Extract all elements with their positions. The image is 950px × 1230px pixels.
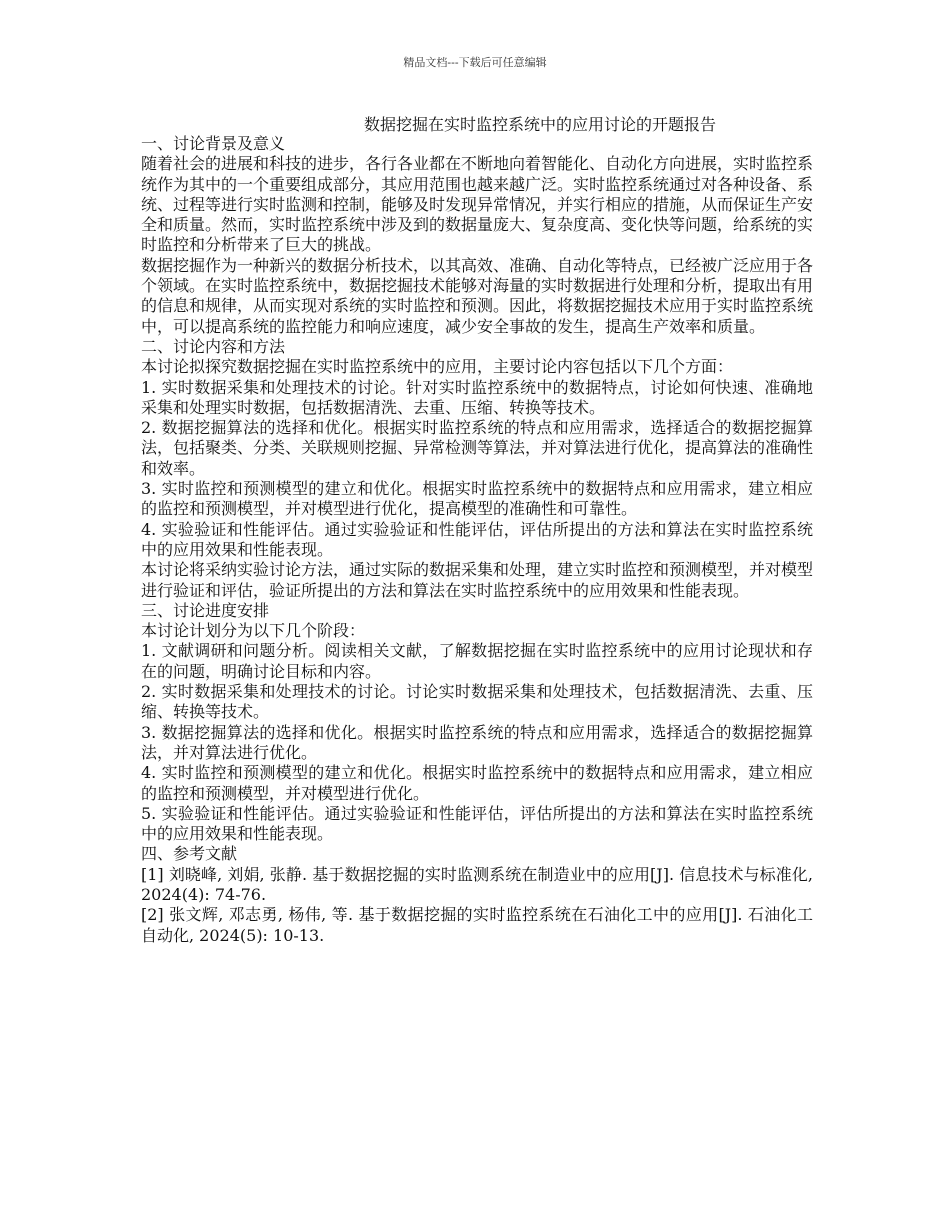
list-item: 4. 实时监控和预测模型的建立和优化。根据实时监控系统中的数据特点和应用需求，建立相应的监控和预测模型，并对模型进行优化。 (141, 763, 813, 803)
list-item: 1. 文献调研和问题分析。阅读相关文献，了解数据挖掘在实时监控系统中的应用讨论现状和存在的问题，明确讨论目标和内容。 (141, 641, 813, 681)
paragraph: 随着社会的进展和科技的进步，各行各业都在不断地向着智能化、自动化方向进展，实时监控系统作为其中的一个重要组成部分，其应用范围也越来越广泛。实时监控系统通过对各种设备、系统、过程等进行实时监测和控制，能够及时发现异常情况，并实行相应的措施，从而保证生产安全和质量。然而，实时监控系统中涉及到的数据量庞大、复杂度高、变化快等问题，给系统的实时监控和分析带来了巨大的挑战。 (141, 154, 814, 255)
list-item: 3. 数据挖掘算法的选择和优化。根据实时监控系统的特点和应用需求，选择适合的数据挖掘算法，并对算法进行优化。 (141, 722, 813, 762)
document-body (141, 134, 813, 946)
list-item: 2. 实时数据采集和处理技术的讨论。讨论实时数据采集和处理技术，包括数据清洗、去重、压缩、转换等技术。 (141, 682, 813, 722)
header-note: 精品文档---下载后可任意编辑 (403, 56, 547, 69)
list-item: 3. 实时监控和预测模型的建立和优化。根据实时监控系统中的数据特点和应用需求，建立相应的监控和预测模型，并对模型进行优化，提高模型的准确性和可靠性。 (141, 479, 813, 519)
paragraph: 本讨论拟探究数据挖掘在实时监控系统中的应用，主要讨论内容包括以下几个方面： (141, 357, 734, 377)
document-title: 数据挖掘在实时监控系统中的应用讨论的开题报告 (364, 115, 717, 134)
list-item: 5. 实验验证和性能评估。通过实验验证和性能评估，评估所提出的方法和算法在实时监控系统中的应用效果和性能表现。 (141, 803, 813, 844)
section-heading-schedule: 三、讨论进度安排 (141, 600, 270, 620)
section-heading-references: 四、参考文献 (141, 844, 238, 864)
list-item: 1. 实时数据采集和处理技术的讨论。针对实时监控系统中的数据特点，讨论如何快速、准确地采集和处理实时数据，包括数据清洗、去重、压缩、转换等技术。 (141, 377, 813, 417)
reference-item: [1] 刘晓峰, 刘娟, 张静. 基于数据挖掘的实时监测系统在制造业中的应用[J]. 信息技术与标准化, 2024(4): 74-76. (141, 864, 813, 904)
list-item: 2. 数据挖掘算法的选择和优化。根据实时监控系统的特点和应用需求，选择适合的数据挖掘算法，包括聚类、分类、关联规则挖掘、异常检测等算法，并对算法进行优化，提高算法的准确性和效率。 (141, 418, 814, 478)
paragraph: 本讨论计划分为以下几个阶段： (141, 621, 366, 641)
section-heading-background: 一、讨论背景及意义 (141, 134, 286, 153)
section-heading-content-methods: 二、讨论内容和方法 (141, 336, 286, 356)
paragraph: 数据挖掘作为一种新兴的数据分析技术，以其高效、准确、自动化等特点，已经被广泛应用于各个领域。在实时监控系统中，数据挖掘技术能够对海量的实时数据进行处理和分析，提取出有用的信息和规律，从而实现对系统的实时监控和预测。因此，将数据挖掘技术应用于实时监控系统中，可以提高系统的监控能力和响应速度，减少安全事故的发生，提高生产效率和质量。 (141, 255, 814, 336)
list-item: 4. 实验验证和性能评估。通过实验验证和性能评估，评估所提出的方法和算法在实时监控系统中的应用效果和性能表现。 (141, 519, 813, 559)
paragraph: 本讨论将采纳实验讨论方法，通过实际的数据采集和处理，建立实时监控和预测模型，并对模型进行验证和评估，验证所提出的方法和算法在实时监控系统中的应用效果和性能表现。 (141, 560, 814, 600)
reference-item: [2] 张文辉, 邓志勇, 杨伟, 等. 基于数据挖掘的实时监控系统在石油化工中的应用[J]. 石油化工自动化, 2024(5): 10-13. (141, 905, 813, 945)
